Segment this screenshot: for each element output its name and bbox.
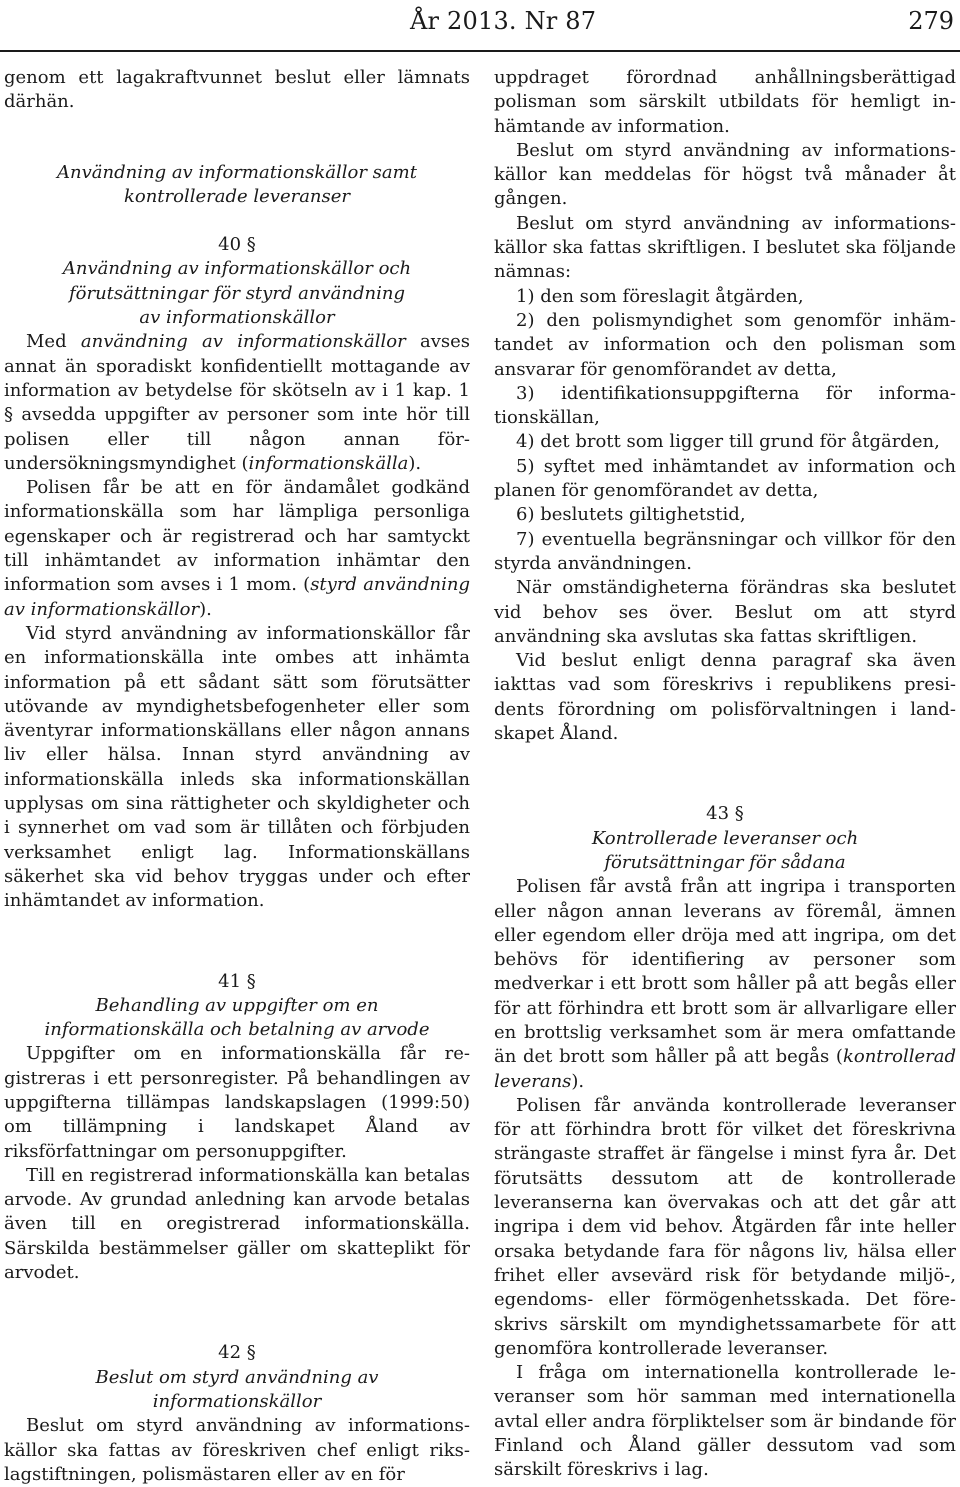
list-item: 5) syftet med inhämtandet av information och planen för genomförandet av detta, — [494, 455, 956, 502]
paragraph: När omständigheterna förändras ska beslutet vid behov ses över. Beslut om att styrd användning ska avslutas ska fattas skriftligen. — [494, 577, 956, 647]
section-number: 40 § — [218, 234, 256, 256]
page-number: 279 — [908, 7, 954, 35]
paragraph: Polisen får avstå från att ingripa i transporten eller någon annan leverans av föremål, ämnen eller egendom eller dröja med att ingripa, om det behövs för identifiering av personer som medverkar i ett brott som håller på att begås eller för att förhindra ett brott som är allvarligare eller en brottslig verksamhet som är mera omfattande än det brott som håller på att begås (kontrollerad leverans). — [494, 876, 956, 1092]
section-title-line: förutsättningar för sådana — [604, 851, 846, 873]
paragraph: Polisen får använda kontrollerade leveranser för att förhindra brott för vilket det föreskrivna strängaste straffet är fängelse i minst fyra år. Det förutsätts dessutom att de kontrollerade leveranserna kan övervakas och att det går att ingripa i dem vid behov. Åtgärden får inte heller orsaka betydande fara för någons liv, hälsa eller frihet eller avsevärd risk för betydande miljö-, egendoms- eller förmögenhetsskada. Det föreskrivs särskilt om myndighetssamarbete för att genomföra kontrollerade leveranser. — [494, 1094, 956, 1359]
issue-label: År 2013. Nr 87 — [410, 7, 597, 35]
section-title-line: av informationskällor — [139, 307, 335, 329]
section-title-line: informationskällor — [152, 1390, 322, 1412]
header-divider — [0, 50, 960, 52]
section-title-line: Användning av informationskällor och — [62, 258, 412, 280]
page-header — [0, 0, 960, 52]
section-title-line: informationskälla och betalning av arvode — [44, 1019, 430, 1041]
paragraph: uppdraget förordnad anhållningsberättigad polisman som särskilt utbildats för hemligt inhämtande av information. — [494, 67, 956, 137]
paragraph: Beslut om styrd användning av informationskällor kan meddelas för högst två månader åt gången. — [494, 139, 956, 210]
left-column — [4, 66, 470, 1487]
list-item: 1) den som föreslagit åtgärden, — [516, 285, 804, 307]
list-item: 4) det brott som ligger till grund för åtgärden, — [516, 431, 940, 453]
paragraph: Beslut om styrd användning av informationskällor ska fattas av föreskriven chef enligt rikslagstiftningen, polismästaren eller av en för — [4, 1415, 470, 1485]
right-column — [494, 66, 956, 1483]
paragraph: genom ett lagakraftvunnet beslut eller lämnats därhän. — [4, 67, 470, 113]
paragraph: Vid styrd användning av informationskällor får en informationskälla inte ombes att inhämta information på ett sådant sätt som förutsätter utövande av myndighetsbefogenheter eller som äventyrar informationskällans eller någon annans liv eller hälsa. Innan styrd användning av informationskälla inleds ska informationskällan upplysas om sina rättigheter och skyldigheter och i synnerhet om vad som är tillåten och förbjuden verksamhet enligt lag. Informationskällans säkerhet ska vid behov tryggas under och efter inhämtandet av information. — [4, 622, 470, 912]
paragraph: Till en registrerad informationskälla kan betalas arvode. Av grundad anledning kan arvode betalas även till en oregistrerad informationskälla. Särskilda bestämmelser gäller om skatteplikt för arvodet. — [4, 1164, 470, 1284]
chapter-heading-line: kontrollerade leveranser — [123, 185, 351, 207]
list-item: 7) eventuella begränsningar och villkor för den styrda användningen. — [494, 528, 956, 574]
section-number: 42 § — [218, 1342, 256, 1364]
paragraph: Polisen får be att en för ändamålet godkänd informationskälla som har lämpliga personliga egenskaper och är registrerad och har samtyckt till inhämtandet av information inhämtar den information som avses i 1 mom. (styrd användning av informationskällor). — [4, 477, 470, 620]
list-item: 2) den polismyndighet som genomför inhämtandet av information och den polisman som ansvarar för genomförandet av detta, — [494, 309, 956, 380]
section-number: 41 § — [218, 970, 256, 992]
section-number: 43 § — [706, 803, 744, 825]
section-title-line: Kontrollerade leveranser och — [591, 827, 859, 849]
section-title-line: Beslut om styrd användning av — [95, 1366, 379, 1388]
paragraph: Uppgifter om en informationskälla får registreras i ett personregister. På behandlingen av uppgifterna tillämpas landskapslagen (1999:50) om tillämpning i landskapet Åland av riksförfattningar om personuppgifter. — [4, 1043, 470, 1162]
paragraph: Med användning av informationskällor avses annat än sporadiskt konfidentiellt mottagande av information av betydelse för skötseln av i 1 kap. 1 § avsedda uppgifter av personer som inte hör till polisen eller till någon annan förundersökningsmyndighet (informationskälla). — [4, 331, 471, 474]
paragraph: Vid beslut enligt denna paragraf ska även iakttas vad som föreskrivs i republikens presidents förordning om polisförvaltningen i landskapet Åland. — [494, 650, 956, 745]
section-title-line: förutsättningar för styrd användning — [68, 282, 405, 304]
section-title-line: Behandling av uppgifter om en — [95, 994, 379, 1016]
paragraph: I fråga om internationella kontrollerade leveranser som hör samman med internationella avtal eller andra förpliktelser som är bindande för Finland och Åland gäller dessutom vad som särskilt föreskrivs i lag. — [494, 1362, 956, 1481]
list-item: 3) identifikationsuppgifterna för informationskällan, — [494, 382, 956, 429]
list-item: 6) beslutets giltighetstid, — [516, 504, 746, 526]
chapter-heading-line: Användning av informationskällor samt — [57, 161, 417, 183]
paragraph: Beslut om styrd användning av informationskällor ska fattas skriftligen. I beslutet ska följande nämnas: — [494, 212, 956, 283]
